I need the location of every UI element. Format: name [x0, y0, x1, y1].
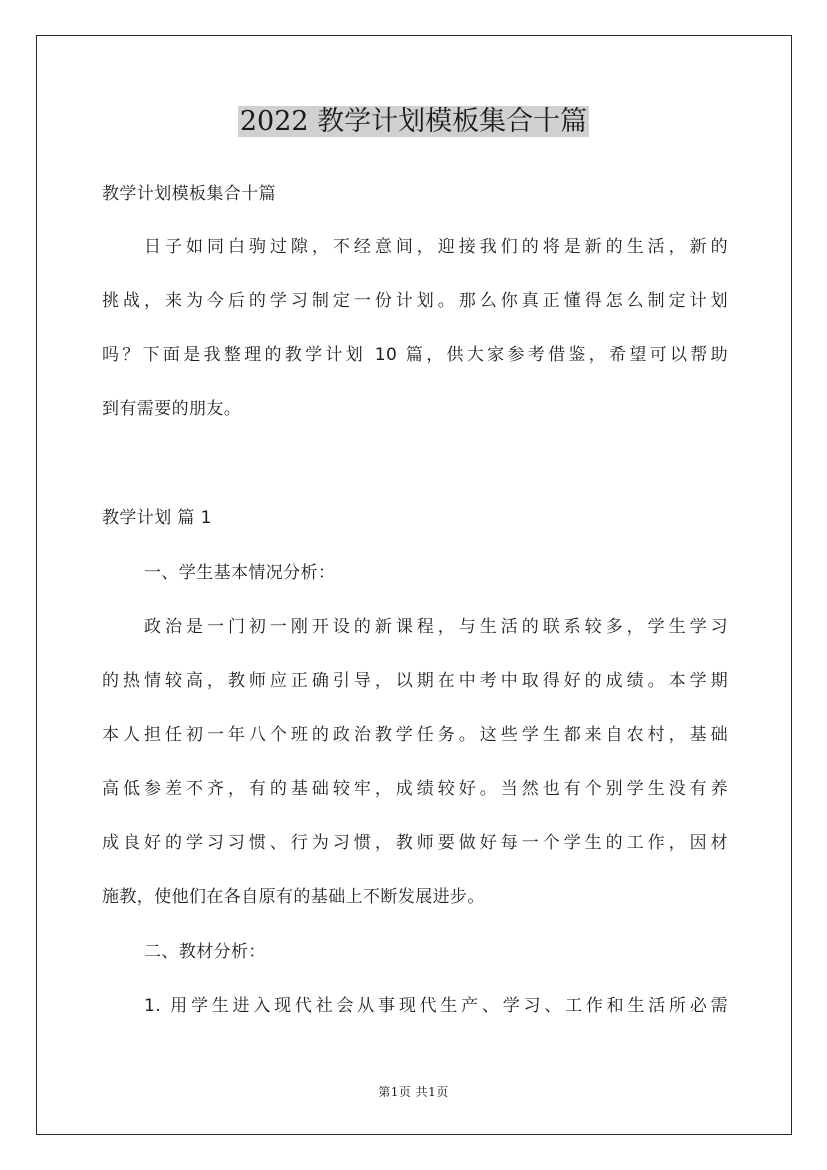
section-heading: 教学计划 篇 1	[102, 508, 212, 528]
part1-line-6: 施教，使他们在各自原有的基础上不断发展进步。	[102, 887, 485, 907]
subtitle: 教学计划模板集合十篇	[102, 184, 276, 204]
part2-line-1: 1. 用学生进入现代社会从事现代生产、学习、工作和生活所必需	[144, 996, 728, 1016]
part1-line-3: 本人担任初一年八个班的政治教学任务。这些学生都来自农村，基础	[102, 725, 728, 745]
part1-line-4: 高低参差不齐，有的基础较牢，成绩较好。当然也有个别学生没有养	[102, 779, 728, 799]
page-footer: 第1页 共1页	[378, 1085, 449, 1099]
document-title	[0, 100, 827, 144]
part2-heading: 二、教材分析：	[144, 942, 266, 962]
part1-line-5: 成良好的学习习惯、行为习惯，教师要做好每一个学生的工作，因材	[102, 833, 728, 853]
part1-line-1: 政治是一门初一刚开设的新课程，与生活的联系较多，学生学习	[144, 617, 728, 637]
intro-line-1: 日子如同白驹过隙，不经意间，迎接我们的将是新的生活，新的	[144, 237, 728, 257]
part1-line-2: 的热情较高，教师应正确引导，以期在中考中取得好的成绩。本学期	[102, 671, 728, 691]
intro-line-4: 到有需要的朋友。	[102, 399, 242, 419]
intro-line-2: 挑战，来为今后的学习制定一份计划。那么你真正懂得怎么制定计划	[102, 291, 728, 311]
part1-heading: 一、学生基本情况分析：	[144, 563, 336, 583]
intro-line-3: 吗？下面是我整理的教学计划 10 篇，供大家参考借鉴，希望可以帮助	[102, 345, 728, 365]
document-title-text: 2022 教学计划模板集合十篇	[239, 106, 588, 137]
